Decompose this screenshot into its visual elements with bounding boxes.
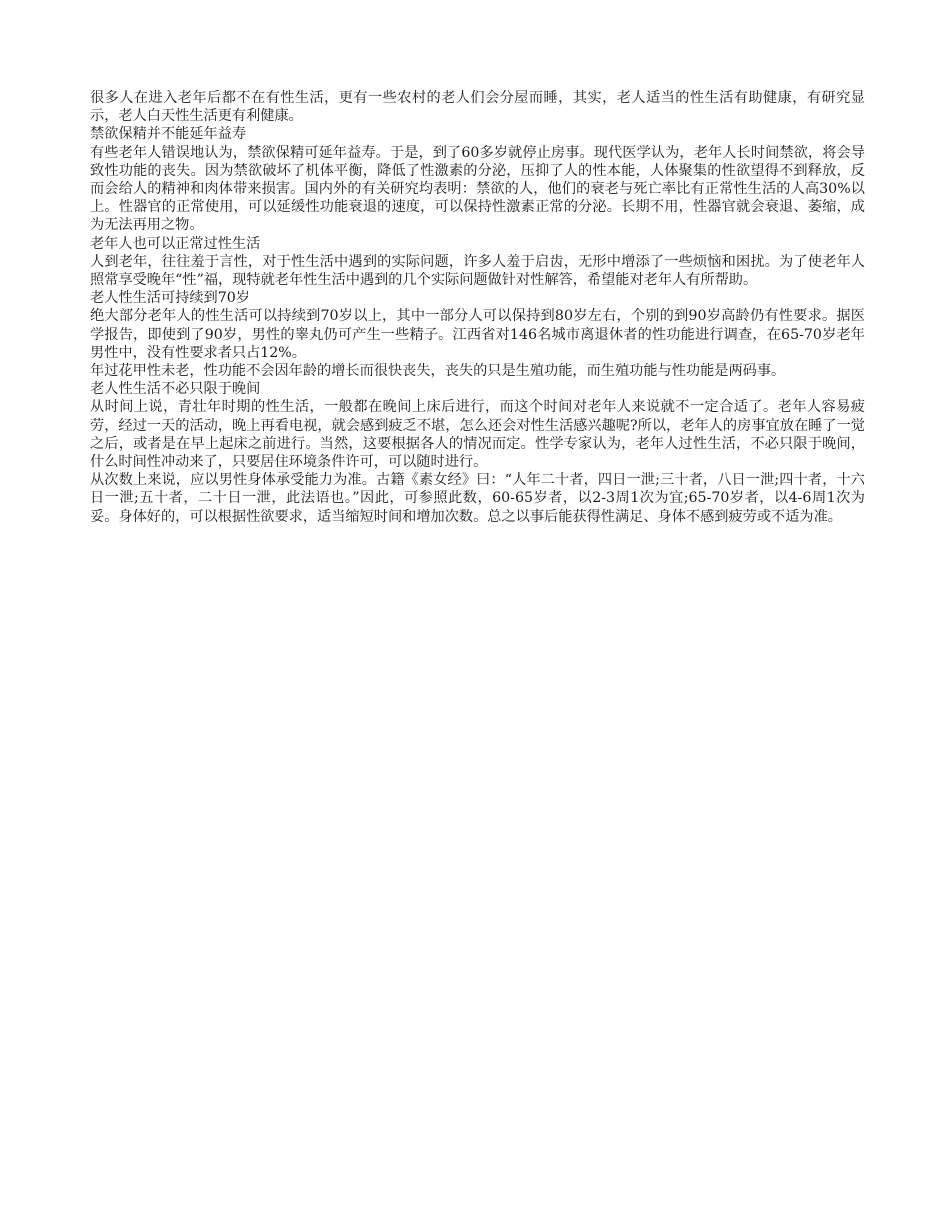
normal-life-paragraph: 人到老年，往往羞于言性，对于性生活中遇到的实际问题，许多人羞于启齿，无形中增添了一些烦恼和困扰。为了使老年人照常享受晚年“性”福，现特就老年性生活中遇到的几个实际问题做针对性解答，希望能对老年人有所帮助。 bbox=[90, 253, 865, 289]
section-heading-not-only-evening: 老人性生活不必只限于晚间 bbox=[90, 381, 261, 398]
intro-paragraph: 很多人在进入老年后都不在有性生活，更有一些农村的老人们会分屋而睡，其实，老人适当的性生活有助健康，有研究显示，老人白天性生活更有利健康。 bbox=[90, 90, 865, 125]
not-only-evening-paragraph-1: 从时间上说，青壮年时期的性生活，一般都在晚间上床后进行，而这个时间对老年人来说就不一定合适了。老年人容易疲劳，经过一天的活动，晚上再看电视，就会感到疲乏不堪，怎么还会对性生活感兴趣呢?所以，老年人的房事宜放在睡了一觉之后，或者是在早上起床之前进行。当然，这要根据各人的情况而定。性学专家认为，老年人过性生活，不必只限于晚间，什么时间性冲动来了，只要居住环境条件许可，可以随时进行。 bbox=[90, 399, 865, 471]
abstinence-paragraph: 有些老年人错误地认为，禁欲保精可延年益寿。于是，到了60多岁就停止房事。现代医学认为，老年人长时间禁欲，将会导致性功能的丧失。因为禁欲破坏了机体平衡，降低了性激素的分泌，压抑了人的性本能，人体聚集的性欲望得不到释放，反而会给人的精神和肉体带来损害。国内外的有关研究均表明：禁欲的人，他们的衰老与死亡率比有正常性生活的人高30%以上。性器官的正常使用，可以延缓性功能衰退的速度，可以保持性激素正常的分泌。长期不用，性器官就会衰退、萎缩，成为无法再用之物。 bbox=[90, 144, 865, 234]
until-70-paragraph-1: 绝大部分老年人的性生活可以持续到70岁以上，其中一部分人可以保持到80岁左右，个别的到90岁高龄仍有性要求。据医学报告，即使到了90岁，男性的睾丸仍可产生一些精子。江西省对146名城市离退休者的性功能进行调查，在65-70岁老年男性中，没有性要求者只占12%。 bbox=[90, 308, 865, 361]
not-only-evening-paragraph-2: 从次数上来说，应以男性身体承受能力为准。古籍《素女经》曰：“人年二十者，四日一泄;三十者，八日一泄;四十者，十六日一泄;五十者，二十日一泄，此法语也。”因此，可参照此数，60-65岁者，以2-3周1次为宜;65-70岁者，以4-6周1次为妥。身体好的，可以根据性欲要求，适当缩短时间和增加次数。总之以事后能获得性满足、身体不感到疲劳或不适为准。 bbox=[90, 472, 865, 525]
section-heading-until-70: 老人性生活可持续到70岁 bbox=[90, 290, 250, 307]
section-heading-abstinence: 禁欲保精并不能延年益寿 bbox=[90, 126, 247, 143]
section-heading-normal-life: 老年人也可以正常过性生活 bbox=[90, 235, 261, 252]
until-70-paragraph-2: 年过花甲性未老，性功能不会因年龄的增长而很快丧失，丧失的只是生殖功能，而生殖功能与性功能是两码事。 bbox=[90, 363, 786, 380]
article-body bbox=[90, 89, 865, 526]
